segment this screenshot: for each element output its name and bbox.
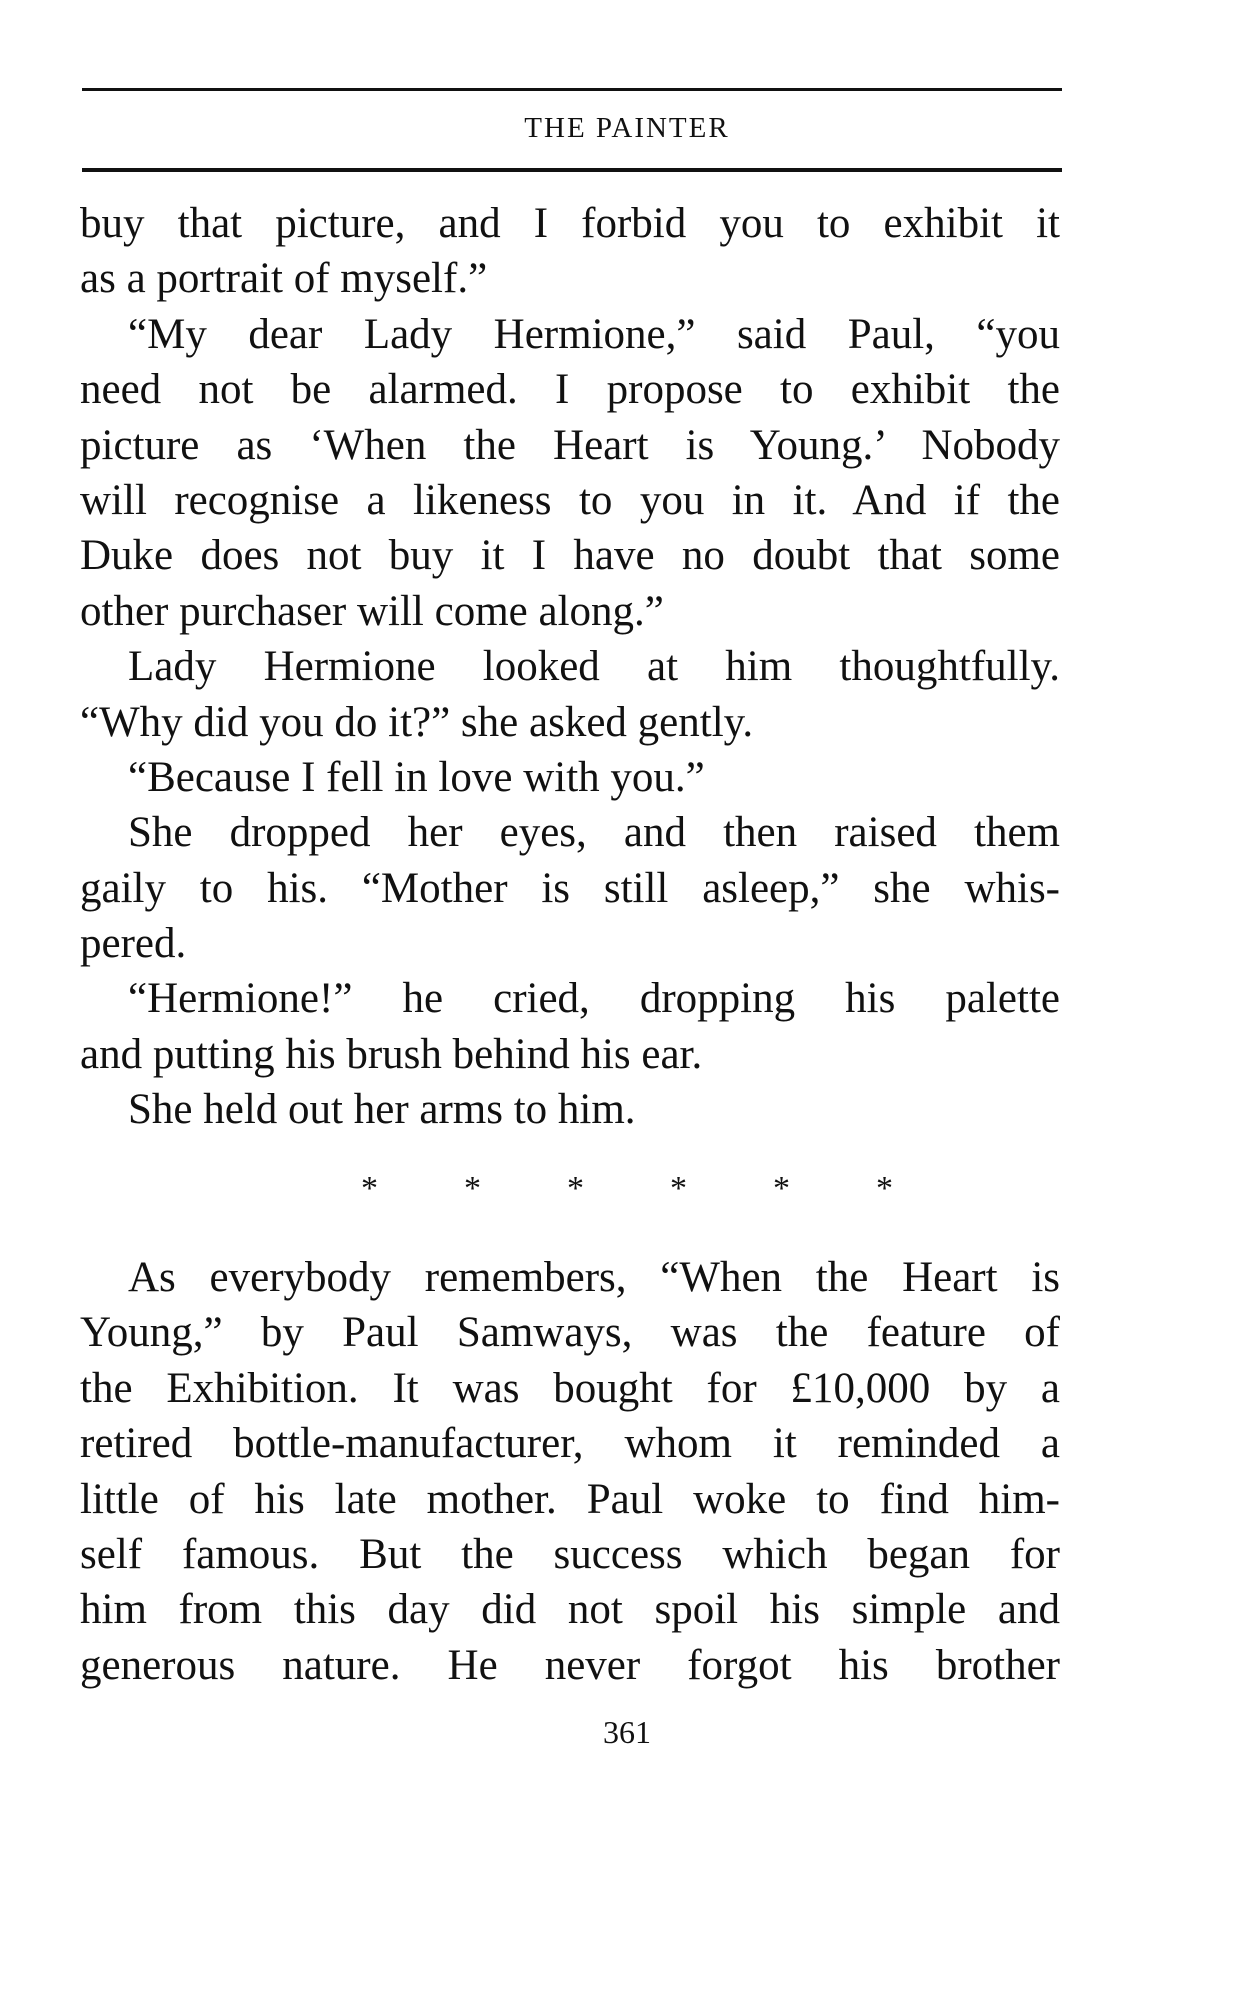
text-line: and putting his brush behind his ear. (80, 1030, 703, 1078)
text-line: retired bottle-manufacturer, whom it reminded a (80, 1420, 1060, 1468)
running-head: THE PAINTER (524, 112, 730, 144)
text-line: other purchaser will come along.” (80, 587, 664, 635)
text-block-epilogue (80, 1250, 1060, 1693)
text-block-dialogue (80, 196, 1060, 1138)
header-rule-bottom (82, 168, 1062, 172)
text-line: As everybody remembers, “When the Heart is (128, 1254, 1060, 1301)
text-line: She held out her arms to him. (128, 1086, 636, 1134)
text-line: “My dear Lady Hermione,” said Paul, “you (128, 310, 1060, 358)
text-line: She dropped her eyes, and then raised them (128, 809, 1060, 857)
text-line: picture as ‘When the Heart is Young.’ Nobody (80, 421, 1060, 469)
text-line: self famous. But the success which began for (80, 1530, 1060, 1578)
text-line: generous nature. He never forgot his brother (80, 1641, 1060, 1689)
text-line: the Exhibition. It was bought for £10,000 by a (80, 1364, 1060, 1412)
separator-asterisk: * (567, 1170, 584, 1207)
text-line: “Hermione!” he cried, dropping his palette (128, 975, 1060, 1023)
separator-asterisk: * (670, 1170, 687, 1207)
separator-asterisk: * (361, 1170, 378, 1207)
text-line: as a portrait of myself.” (80, 255, 488, 303)
text-line: buy that picture, and I forbid you to exhibit it (80, 200, 1060, 247)
text-line: Young,” by Paul Samways, was the feature of (80, 1309, 1060, 1357)
page-number: 361 (603, 1714, 651, 1750)
separator-asterisk: * (876, 1170, 893, 1207)
text-line: “Because I fell in love with you.” (128, 753, 705, 801)
section-separator (0, 1170, 1254, 1230)
separator-asterisk: * (773, 1170, 790, 1207)
text-line: Duke does not buy it I have no doubt that some (80, 532, 1060, 580)
text-line: “Why did you do it?” she asked gently. (80, 698, 754, 746)
text-line: him from this day did not spoil his simple and (80, 1586, 1060, 1634)
text-line: pered. (80, 920, 187, 968)
text-line: Lady Hermione looked at him thoughtfully. (128, 643, 1060, 691)
header-rule-top (82, 88, 1062, 91)
text-line: need not be alarmed. I propose to exhibit the (80, 366, 1060, 414)
separator-asterisk: * (464, 1170, 481, 1207)
text-line: gaily to his. “Mother is still asleep,” she whis- (80, 864, 1060, 912)
text-line: little of his late mother. Paul woke to find him- (80, 1475, 1060, 1523)
text-line: will recognise a likeness to you in it. And if the (80, 476, 1060, 524)
